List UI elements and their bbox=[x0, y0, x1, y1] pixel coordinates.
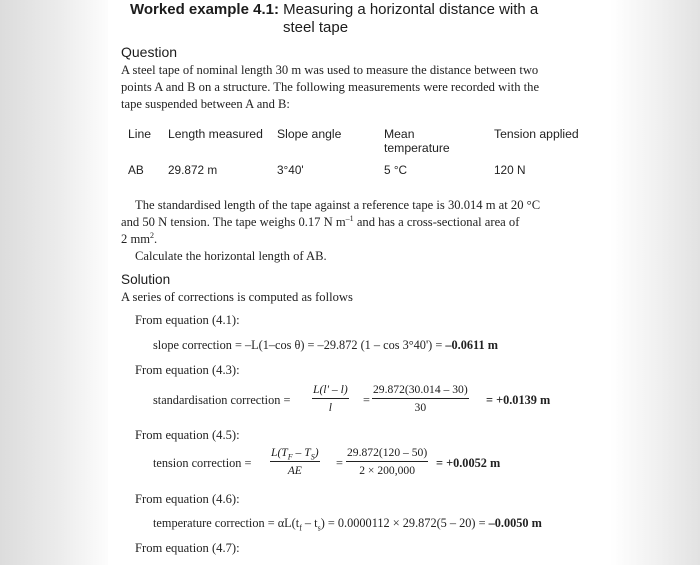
standardised-line-2-post: and has a cross-sectional area of bbox=[353, 215, 520, 229]
eq43-label: From equation (4.3): bbox=[135, 363, 240, 377]
temp-eq-sub-f: f bbox=[299, 523, 302, 533]
table-header-length: Length measured bbox=[168, 127, 263, 141]
ten-denominator-numeric: 2 × 200,000 bbox=[359, 464, 415, 477]
temperature-correction-equation bbox=[153, 516, 542, 531]
standardised-line-3-sup: 2 bbox=[150, 231, 155, 240]
ten-fraction-numeric bbox=[346, 446, 428, 478]
eq47-label: From equation (4.7): bbox=[135, 541, 240, 555]
example-title-line2: steel tape bbox=[283, 19, 349, 36]
question-line-2: points A and B on a structure. The following measurements were recorded with the bbox=[121, 80, 540, 94]
question-heading: Question bbox=[121, 44, 178, 60]
std-numerator-symbolic: L(l' – l) bbox=[312, 383, 349, 399]
temperature-correction-result: –0.0050 m bbox=[488, 516, 542, 530]
solution-heading: Solution bbox=[121, 272, 171, 287]
std-denominator-numeric: 30 bbox=[414, 401, 427, 414]
example-number: Worked example 4.1: bbox=[130, 1, 279, 18]
ten-num-sub-s: S bbox=[310, 452, 315, 462]
table-cell-temp: 5 °C bbox=[384, 163, 408, 177]
table-header-temp-2: temperature bbox=[384, 141, 450, 155]
standardised-line-3-pre: 2 mm bbox=[121, 232, 151, 246]
ten-equals: = bbox=[336, 456, 343, 470]
question-line-3: tape suspended between A and B: bbox=[121, 97, 290, 111]
ten-numerator-symbolic bbox=[270, 446, 320, 462]
standardised-line-3-post: . bbox=[154, 232, 158, 246]
standardisation-correction-label: standardisation correction = bbox=[153, 393, 291, 407]
ten-fraction-symbolic bbox=[270, 446, 320, 478]
ten-num-a: L(T bbox=[271, 446, 288, 459]
temp-eq-a: temperature correction = αL(t bbox=[153, 516, 300, 530]
ten-numerator-numeric: 29.872(120 – 50) bbox=[346, 446, 428, 462]
ten-num-b: – T bbox=[292, 446, 311, 459]
slope-correction-expression: slope correction = –L(1–cos θ) = –29.872 (1 – cos 3°40') = bbox=[153, 338, 446, 352]
table-header-line: Line bbox=[128, 127, 152, 141]
std-equals: = bbox=[363, 393, 370, 407]
std-fraction-numeric bbox=[372, 383, 469, 415]
solution-intro: A series of corrections is computed as follows bbox=[121, 290, 353, 304]
example-title bbox=[130, 1, 538, 18]
std-numerator-numeric: 29.872(30.014 – 30) bbox=[372, 383, 469, 399]
table-cell-length: 29.872 m bbox=[168, 163, 218, 177]
standardised-line-2 bbox=[121, 214, 519, 232]
example-title-text: Measuring a horizontal distance with a bbox=[278, 1, 539, 18]
standardised-line-2-sup: –1 bbox=[345, 214, 354, 223]
temp-eq-c: ) = 0.0000112 × 29.872(5 – 20) = bbox=[320, 516, 489, 530]
tension-correction-label: tension correction = bbox=[153, 456, 252, 470]
slope-correction-equation bbox=[153, 338, 498, 353]
table-cell-slope: 3°40' bbox=[277, 163, 304, 177]
eq46-label: From equation (4.6): bbox=[135, 492, 240, 506]
eq41-label: From equation (4.1): bbox=[135, 313, 240, 327]
table-header-temp-1: Mean bbox=[384, 127, 415, 141]
temp-eq-b: – t bbox=[301, 516, 318, 530]
tension-correction-result: = +0.0052 m bbox=[436, 456, 501, 470]
ten-num-sub-f: F bbox=[287, 452, 293, 462]
standardised-line-2-pre: and 50 N tension. The tape weighs 0.17 N m bbox=[121, 215, 346, 229]
temp-eq-sub-s: s bbox=[317, 523, 321, 533]
standardised-line-3 bbox=[121, 231, 157, 249]
std-denominator-symbolic: l bbox=[328, 401, 332, 414]
standardised-line-1: The standardised length of the tape against a reference tape is 30.014 m at 20 °C bbox=[135, 198, 541, 212]
standardisation-correction-result: = +0.0139 m bbox=[486, 393, 551, 407]
table-cell-line: AB bbox=[128, 163, 144, 177]
table-header-tension: Tension applied bbox=[494, 127, 579, 141]
eq45-label: From equation (4.5): bbox=[135, 428, 240, 442]
slope-correction-result: –0.0611 m bbox=[445, 338, 498, 352]
calculate-instruction: Calculate the horizontal length of AB. bbox=[135, 249, 327, 263]
question-line-1: A steel tape of nominal length 30 m was used to measure the distance between two bbox=[121, 63, 539, 77]
table-header-slope: Slope angle bbox=[277, 127, 342, 141]
table-cell-tension: 120 N bbox=[494, 163, 526, 177]
ten-num-c: ) bbox=[314, 446, 319, 459]
std-fraction-symbolic bbox=[312, 383, 349, 415]
ten-denominator-symbolic: AE bbox=[287, 464, 302, 477]
